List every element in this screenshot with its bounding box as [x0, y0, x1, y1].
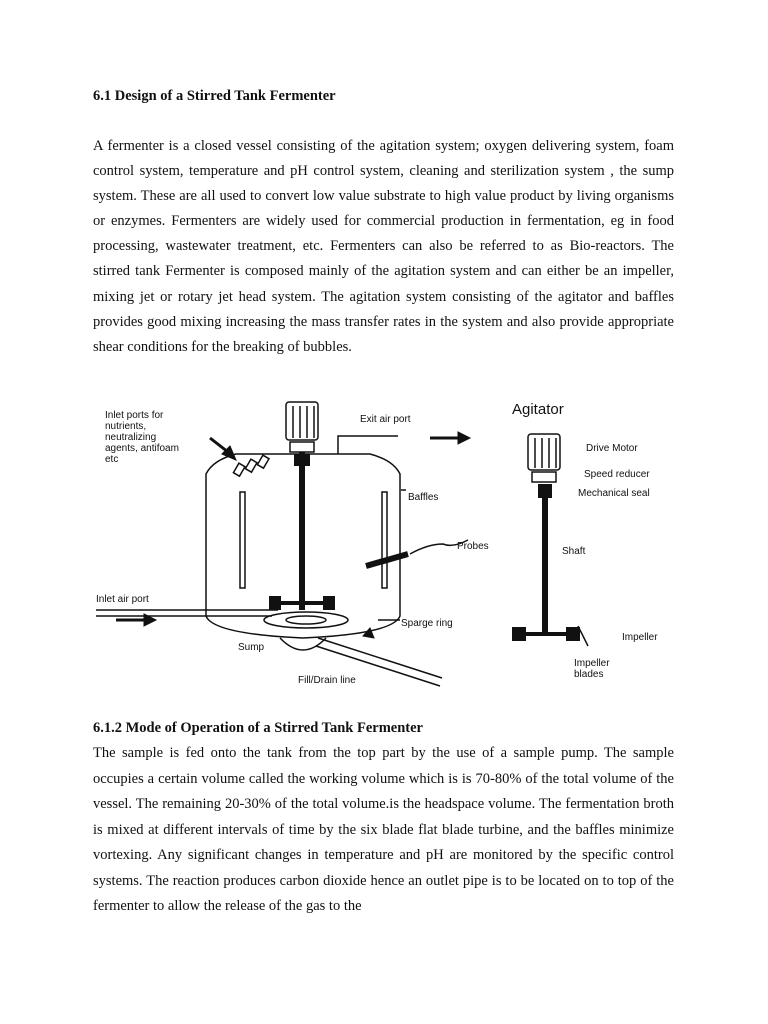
tank-seal [294, 454, 310, 466]
svg-text:nutrients,: nutrients, [105, 421, 147, 432]
exit-air-arrow [458, 432, 470, 444]
fermenter-diagram [88, 394, 688, 694]
section-title: 6.1 Design of a Stirred Tank Fermenter [93, 88, 336, 104]
svg-text:etc: etc [105, 454, 119, 465]
speed-reducer-label: Speed reducer [584, 469, 650, 480]
inlet-air-port-label: Inlet air port [96, 594, 149, 605]
mechanical-seal-box [538, 484, 552, 498]
inlet-ports-label: Inlet ports for [105, 410, 164, 421]
tank-impeller [269, 596, 281, 610]
sparge-ring-label: Sparge ring [401, 618, 453, 629]
baffles-label: Baffles [408, 492, 439, 503]
baffle-right [382, 492, 387, 588]
agitator-shaft [542, 498, 548, 632]
fermenter-diagram-svg [88, 394, 688, 694]
section-title: 6.1.2 Mode of Operation of a Stirred Tank Fermenter [93, 720, 423, 736]
sump-label: Sump [238, 642, 265, 653]
agitator-title: Agitator [512, 401, 564, 418]
impeller-label: Impeller [622, 632, 658, 643]
section-paragraph: A fermenter is a closed vessel consisting of the agitation system; oxygen delivering system, foam control system, temperature and pH control system, cleaning and sterilization system , the sump system. These are all used to convert low value substrate to high value product by living organisms or enzymes. Fermenters are widely used for commercial production in fermentation, eg in food processing, wastewater treatment, etc. Fermenters can also be referred to as Bio-reactors. The stirred tank Fermenter is composed mainly of the agitation system and can either be an impeller, mixing jet or rotary jet head system. The agitation system consisting of the agitator and baffles provides good mixing increasing the mass transfer rates in the system and also provide appropriate shear conditions for the breaking of bubbles. [93, 138, 674, 355]
tank-shaft [299, 452, 305, 602]
svg-text:blades: blades [574, 669, 604, 680]
exit-air-port-label: Exit air port [360, 414, 411, 425]
agitator-impeller [512, 627, 526, 641]
shaft-label: Shaft [562, 546, 586, 557]
fill-drain-line-label: Fill/Drain line [298, 675, 356, 686]
svg-text:neutralizing: neutralizing [105, 432, 157, 443]
fill-line-arrow [363, 628, 374, 638]
svg-text:agents, antifoam: agents, antifoam [105, 443, 179, 454]
sparge-ring [264, 612, 348, 628]
mechanical-seal-label: Mechanical seal [578, 488, 650, 499]
section-paragraph: The sample is fed onto the tank from the top part by the use of a sample pump. The sample occupies a certain volume called the working volume which is is 70-80% of the total volume of the vessel. The remaining 20-30% of the total volume.is the headspace volume. The fermentation broth is mixed at different intervals of time by the six blade flat blade turbine, and the baffles minimize vortexing. Any significant changes in temperature and pH are monitored by the specific control systems. The reaction produces carbon dioxide hence an outlet pipe is to be located on to top of the fermenter to allow the release of the gas to the [93, 745, 674, 914]
speed-reducer-box [532, 472, 556, 482]
tank-motor [286, 402, 318, 440]
probes-label: Probes [457, 541, 489, 552]
impeller-blades-label: Impeller [574, 658, 610, 669]
agitator-motor [528, 434, 560, 470]
baffle-left [240, 492, 245, 588]
drive-motor-label: Drive Motor [586, 443, 638, 454]
sump [280, 638, 326, 650]
